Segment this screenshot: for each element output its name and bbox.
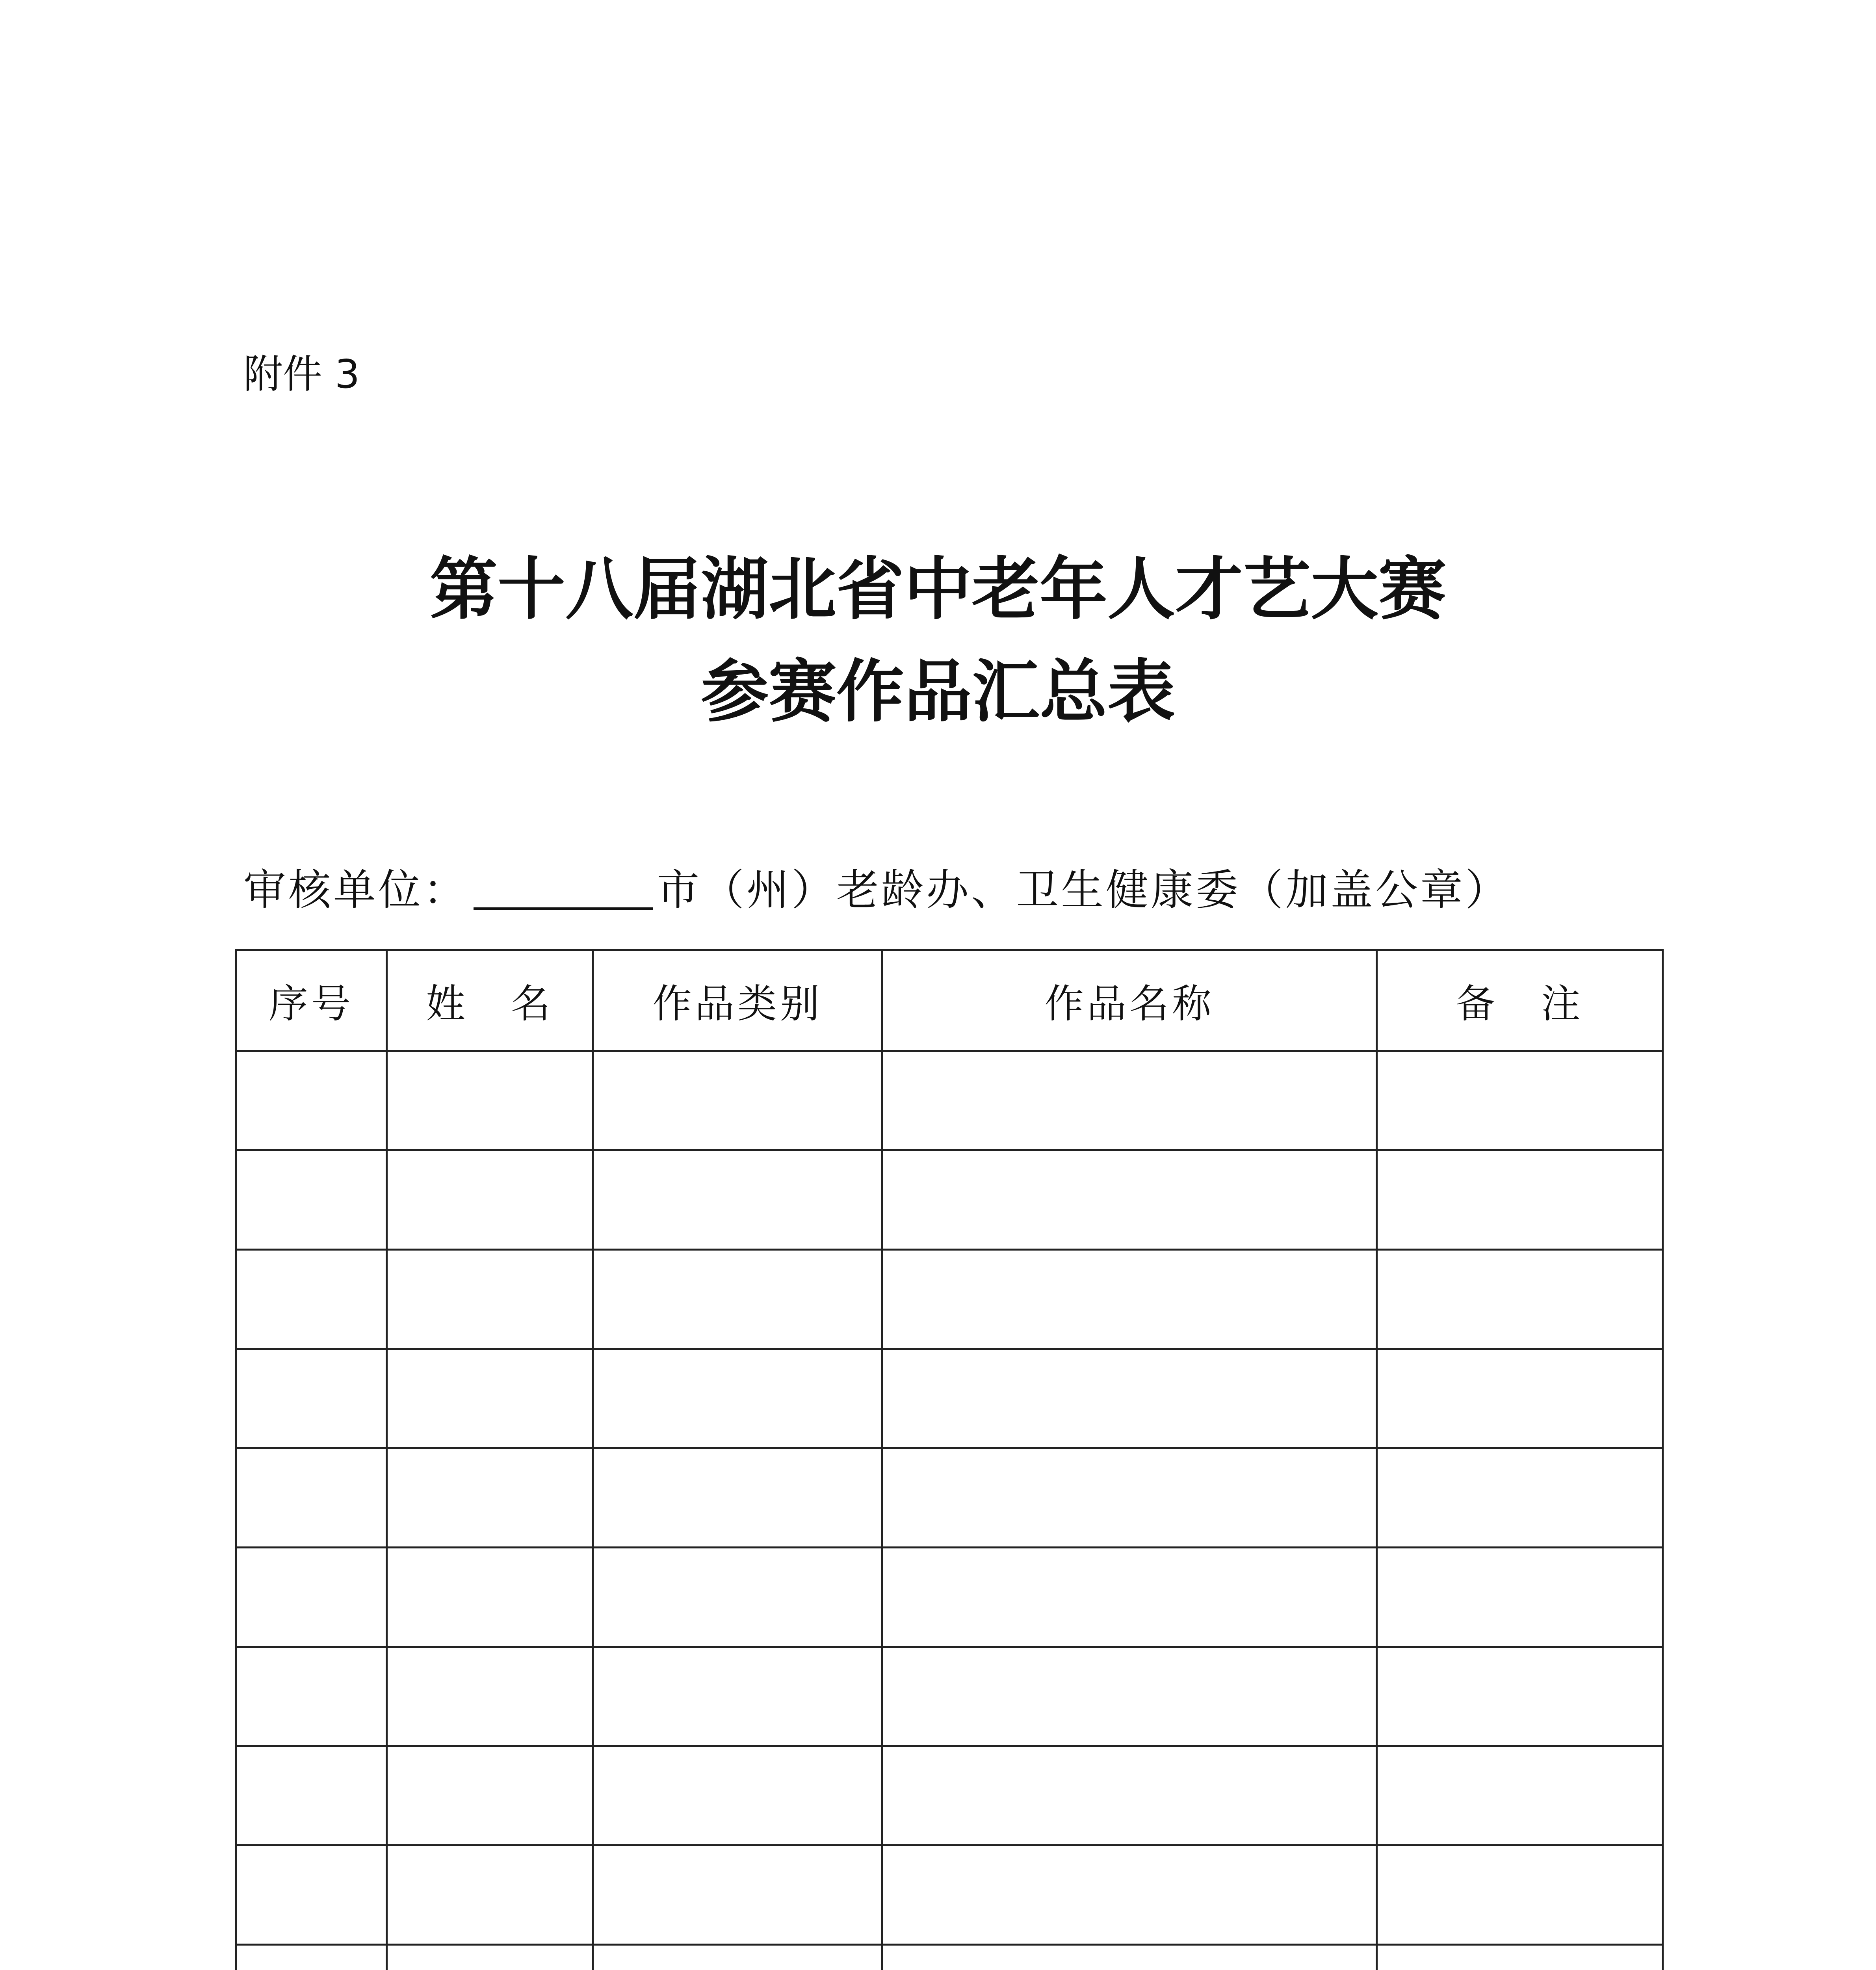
name-cell[interactable] [387,1746,593,1845]
serial-number-cell[interactable] [236,1349,387,1448]
serial-number-cell[interactable] [236,1150,387,1250]
name-cell[interactable] [387,1250,593,1349]
remarks-cell[interactable] [1377,1845,1663,1945]
table-row [236,1845,1663,1945]
serial-number-cell[interactable] [236,1746,387,1845]
work-category-cell[interactable] [593,1448,882,1548]
table-row [236,1647,1663,1746]
header-work-category: 作品类别 [593,950,882,1051]
header-work-title: 作品名称 [882,950,1377,1051]
remarks-cell[interactable] [1377,1150,1663,1250]
table-header-row [236,950,1663,1051]
table-body [236,1051,1663,1970]
remarks-cell[interactable] [1377,1250,1663,1349]
work-category-cell[interactable] [593,1150,882,1250]
remarks-cell[interactable] [1377,1448,1663,1548]
serial-number-cell[interactable] [236,1945,387,1970]
work-category-cell[interactable] [593,1945,882,1970]
header-serial-number: 序号 [236,950,387,1051]
table-row [236,1548,1663,1647]
work-title-cell[interactable] [882,1647,1377,1746]
name-cell[interactable] [387,1647,593,1746]
work-category-cell[interactable] [593,1746,882,1845]
remarks-cell[interactable] [1377,1746,1663,1845]
serial-number-cell[interactable] [236,1845,387,1945]
work-title-cell[interactable] [882,1448,1377,1548]
work-title-cell[interactable] [882,1548,1377,1647]
remarks-cell[interactable] [1377,1945,1663,1970]
work-title-cell[interactable] [882,1746,1377,1845]
serial-number-cell[interactable] [236,1548,387,1647]
work-title-cell[interactable] [882,1845,1377,1945]
name-cell[interactable] [387,1548,593,1647]
table-row [236,1150,1663,1250]
remarks-cell[interactable] [1377,1051,1663,1150]
page-title-line2: 参赛作品汇总表 [701,651,1175,731]
name-cell[interactable] [387,1448,593,1548]
serial-number-cell[interactable] [236,1448,387,1548]
review-unit-prefix: 审核单位： [243,866,468,915]
table-row [236,1746,1663,1845]
work-category-cell[interactable] [593,1051,882,1150]
table-row [236,1250,1663,1349]
work-category-cell[interactable] [593,1647,882,1746]
summary-table [235,949,1664,1970]
name-cell[interactable] [387,1349,593,1448]
work-title-cell[interactable] [882,1250,1377,1349]
table-row [236,1349,1663,1448]
name-cell[interactable] [387,1945,593,1970]
serial-number-cell[interactable] [236,1647,387,1746]
attachment-label: 附件 3 [243,351,360,397]
work-category-cell[interactable] [593,1548,882,1647]
remarks-cell[interactable] [1377,1647,1663,1746]
table-row [236,1448,1663,1548]
page-title-line1: 第十八届湖北省中老年人才艺大赛 [430,549,1446,629]
remarks-cell[interactable] [1377,1349,1663,1448]
work-title-cell[interactable] [882,1150,1377,1250]
work-title-cell[interactable] [882,1945,1377,1970]
work-category-cell[interactable] [593,1250,882,1349]
work-category-cell[interactable] [593,1845,882,1945]
review-unit-suffix: 市（州）老龄办、卫生健康委（加盖公章） [657,866,1510,915]
table-row [236,1051,1663,1150]
header-name: 姓 名 [387,950,593,1051]
name-cell[interactable] [387,1051,593,1150]
name-cell[interactable] [387,1150,593,1250]
review-unit-line [243,859,1662,922]
header-remarks: 备 注 [1377,950,1663,1051]
remarks-cell[interactable] [1377,1548,1663,1647]
serial-number-cell[interactable] [236,1051,387,1150]
work-title-cell[interactable] [882,1349,1377,1448]
work-category-cell[interactable] [593,1349,882,1448]
table-row [236,1945,1663,1970]
serial-number-cell[interactable] [236,1250,387,1349]
name-cell[interactable] [387,1845,593,1945]
work-title-cell[interactable] [882,1051,1377,1150]
review-unit-blank[interactable] [474,868,653,910]
